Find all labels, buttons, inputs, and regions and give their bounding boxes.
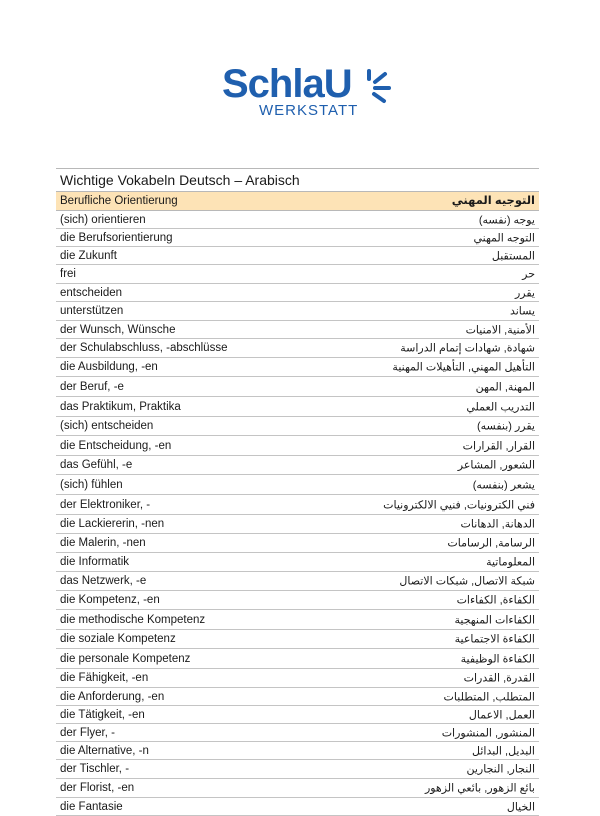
- german-term: der Beruf, -e: [60, 380, 124, 393]
- arabic-translation: فني الكترونيات, فنيي الالكترونيات: [383, 499, 535, 511]
- table-row: [56, 798, 539, 816]
- table-row: [56, 436, 539, 456]
- table-row: [56, 649, 539, 669]
- table-row: [56, 534, 539, 553]
- german-term: die Informatik: [60, 556, 130, 568]
- table-row: [56, 553, 539, 572]
- arabic-translation: الكفاءة, الكفاءات: [456, 594, 535, 607]
- german-term: unterstützen: [60, 305, 124, 317]
- german-term: die Berufsorientierung: [60, 231, 173, 244]
- table-row: [56, 339, 539, 358]
- german-term: die Alternative, -n: [60, 744, 149, 757]
- arabic-translation: التأهيل المهني, التأهيلات المهنية: [392, 361, 535, 374]
- german-term: die Lackiererin, -nen: [60, 518, 165, 530]
- arabic-translation: شهادة, شهادات إتمام الدراسة: [400, 342, 535, 355]
- german-term: die Anforderung, -en: [60, 690, 165, 703]
- schlau-werkstatt-logo: [222, 62, 402, 128]
- arabic-translation: الكفاءة الوظيفية: [460, 653, 535, 665]
- table-row: [56, 377, 539, 397]
- arabic-translation: يقرر: [514, 287, 535, 299]
- table-row: [56, 572, 539, 591]
- table-row: [56, 358, 539, 377]
- german-term: der Flyer, -: [60, 726, 115, 739]
- table-row: [56, 302, 539, 321]
- german-term: der Elektroniker, -: [60, 498, 151, 511]
- arabic-translation: الخيال: [506, 801, 535, 813]
- table-title: Wichtige Vokabeln Deutsch – Arabisch: [56, 168, 539, 192]
- arabic-translation: الكفاءات المنهجية: [454, 614, 535, 626]
- german-term: die methodische Kompetenz: [60, 613, 206, 626]
- table-row: [56, 211, 539, 229]
- arabic-translation: البديل, البدائل: [472, 745, 535, 757]
- arabic-translation: القدرة, القدرات: [463, 672, 535, 685]
- arabic-translation: بائع الزهور, بائعي الزهور: [424, 782, 535, 795]
- german-term: die Tätigkeit, -en: [60, 708, 145, 721]
- german-term: frei: [60, 268, 76, 280]
- arabic-translation: يقرر (بنفسه): [476, 420, 535, 433]
- arabic-translation: شبكة الاتصال, شبكات الاتصال: [399, 575, 535, 588]
- arabic-translation: حر: [522, 268, 535, 281]
- arabic-translation: يوجه (نفسه): [478, 214, 535, 226]
- german-term: das Gefühl, -e: [60, 459, 133, 471]
- arabic-translation: النجار, النجارين: [466, 763, 535, 776]
- arabic-translation: المنشور, المنشورات: [441, 727, 535, 739]
- arabic-translation: الأمنية, الامنيات: [465, 324, 535, 336]
- table-row: [56, 247, 539, 265]
- arabic-translation: الدهانة, الدهانات: [460, 518, 535, 531]
- logo-subtitle: WERKSTATT: [259, 102, 359, 119]
- german-term: (sich) entscheiden: [60, 420, 154, 432]
- section-header-arabic: التوجيه المهني: [451, 195, 535, 207]
- table-row: [56, 456, 539, 475]
- german-term: entscheiden: [60, 286, 123, 299]
- german-term: der Wunsch, Wünsche: [60, 323, 176, 336]
- german-term: der Tischler, -: [60, 763, 130, 775]
- german-term: das Netzwerk, -e: [60, 575, 147, 587]
- section-header-german: Berufliche Orientierung: [60, 195, 178, 207]
- arabic-translation: المستقبل: [491, 250, 535, 262]
- table-row: [56, 591, 539, 610]
- german-term: die Malerin, -nen: [60, 537, 146, 549]
- table-row: [56, 515, 539, 534]
- table-row: [56, 760, 539, 779]
- table-row: [56, 229, 539, 247]
- table-row: [56, 321, 539, 339]
- table-row: [56, 742, 539, 760]
- table-row: [56, 475, 539, 495]
- german-term: die Fähigkeit, -en: [60, 672, 149, 684]
- arabic-translation: العمل, الاعمال: [468, 709, 535, 721]
- arabic-translation: الشعور, المشاعر: [457, 459, 535, 472]
- german-term: (sich) orientieren: [60, 213, 146, 226]
- german-term: die soziale Kompetenz: [60, 633, 176, 645]
- arabic-translation: يساند: [509, 305, 535, 318]
- german-term: die Kompetenz, -en: [60, 594, 160, 606]
- table-row: [56, 417, 539, 436]
- german-term: (sich) fühlen: [60, 478, 123, 491]
- sunburst-icon: [365, 68, 397, 104]
- table-row: [56, 706, 539, 724]
- arabic-translation: يشعر (بنفسه): [472, 479, 535, 491]
- arabic-translation: الرسامة, الرسامات: [447, 537, 535, 550]
- german-term: der Schulabschluss, -abschlüsse: [60, 342, 228, 354]
- arabic-translation: المهنة, المهن: [475, 381, 535, 393]
- german-term: die Zukunft: [60, 249, 117, 262]
- german-term: der Florist, -en: [60, 782, 135, 794]
- table-row: [56, 688, 539, 706]
- section-header: [56, 192, 539, 211]
- table-row: [56, 495, 539, 515]
- logo-wordmark: SchlaU: [222, 62, 352, 106]
- german-term: die Fantasie: [60, 800, 123, 813]
- table-row: [56, 610, 539, 630]
- german-term: die personale Kompetenz: [60, 652, 191, 665]
- german-term: das Praktikum, Praktika: [60, 400, 181, 413]
- table-row: [56, 397, 539, 417]
- vocabulary-rows: [56, 211, 539, 816]
- table-row: [56, 724, 539, 742]
- arabic-translation: الكفاءة الاجتماعية: [454, 633, 535, 646]
- vocabulary-table: [56, 168, 539, 816]
- table-row: [56, 284, 539, 302]
- table-row: [56, 669, 539, 688]
- arabic-translation: التدريب العملي: [466, 401, 535, 413]
- arabic-translation: المتطلب, المتطلبات: [443, 691, 535, 703]
- table-row: [56, 265, 539, 284]
- german-term: die Entscheidung, -en: [60, 439, 172, 452]
- arabic-translation: القرار, القرارات: [462, 440, 535, 452]
- table-row: [56, 630, 539, 649]
- arabic-translation: التوجه المهني: [473, 232, 535, 244]
- table-row: [56, 779, 539, 798]
- arabic-translation: المعلوماتية: [486, 556, 535, 569]
- german-term: die Ausbildung, -en: [60, 361, 158, 373]
